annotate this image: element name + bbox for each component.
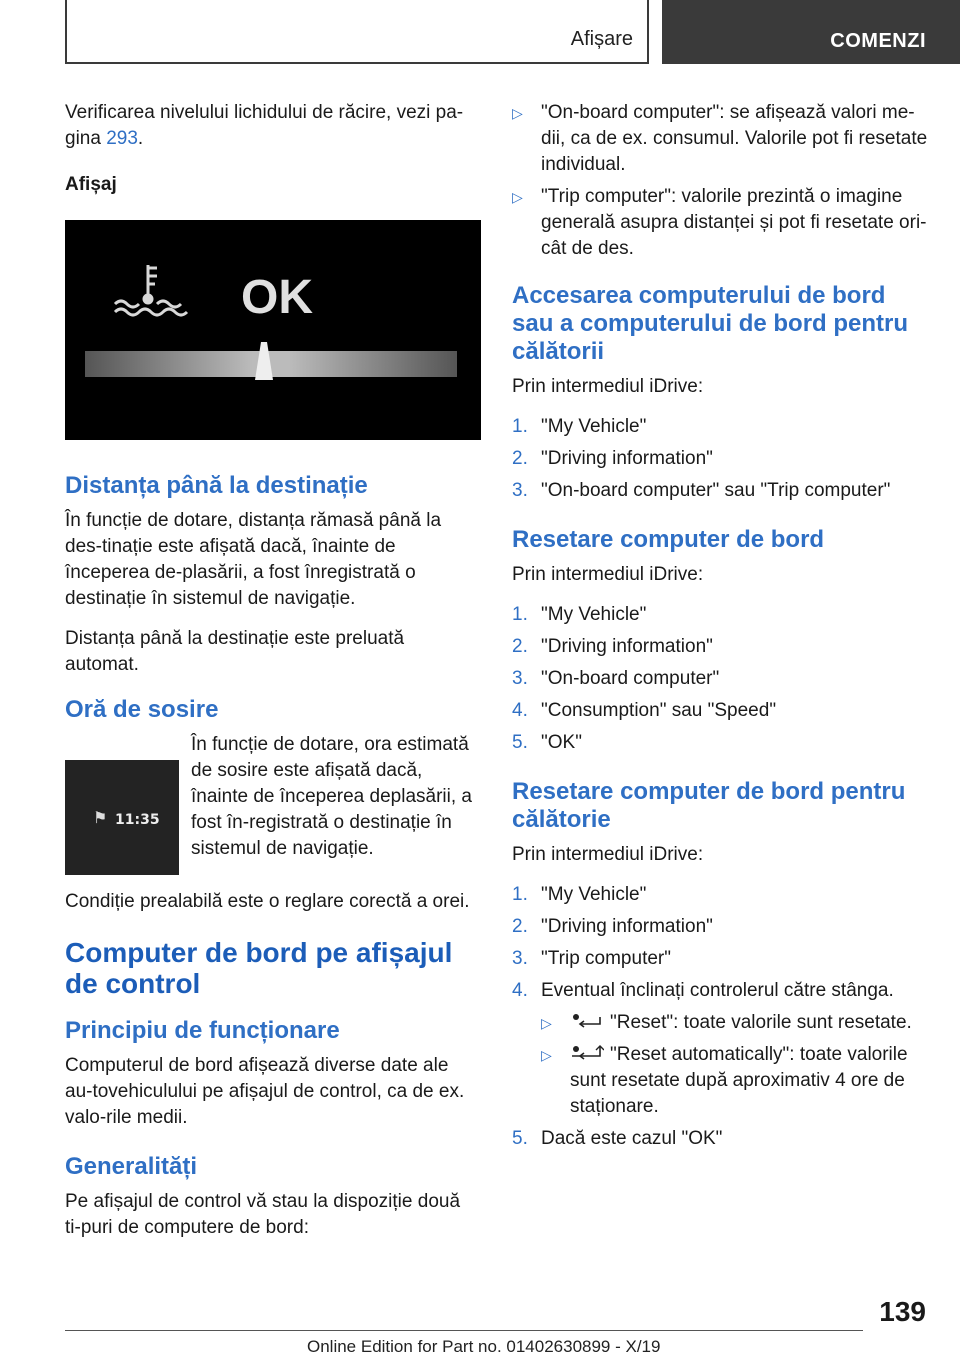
step-text: "Driving information" [541,636,713,657]
footer-divider [65,1330,863,1331]
header-section-tab [65,0,649,64]
header-chapter-tab [662,0,960,64]
general-text: Pe afișajul de control vă stau la dispoziție două ti-puri de computere de bord: [65,1191,461,1238]
footer-edition: Online Edition for Part no. 01402630899 - X/19 [307,1337,661,1356]
list-item [512,946,932,972]
arrival-title: Oră de sosire [65,696,219,723]
type-text: "Trip computer": valorile prezintă o imagine generală asupra distanței și pot fi resetate ori-cât de des. [541,186,927,259]
step-text: Eventual înclinați controlerul către stânga. [541,980,894,1001]
step-text: "Driving information" [541,916,713,937]
step-number: 5. [512,1128,528,1149]
step-number: 2. [512,636,528,657]
step-text: "My Vehicle" [541,884,647,905]
list-item [512,414,932,440]
step-text: "Driving information" [541,448,713,469]
list-item [512,1126,932,1152]
step-number: 2. [512,916,528,937]
step-number: 3. [512,668,528,689]
step-number: 1. [512,884,528,905]
list-item [512,602,932,628]
coolant-display-image [65,220,481,440]
step-number: 4. [512,700,528,721]
intro-paragraph [65,100,481,152]
computer-title: Computer de bord pe afișajul de control [65,937,453,999]
step-number: 3. [512,480,528,501]
list-item [512,634,932,660]
reset-board-title: Resetare computer de bord [512,526,825,553]
step-number: 1. [512,604,528,625]
list-item [512,1010,932,1036]
step-text: "On-board computer" [541,668,720,689]
coolant-gauge-graphic [65,220,481,440]
principle-text: Computerul de bord afișează diverse date ale au-tovehiculului pe afișajul de control, ca de ex. valo-rile medii. [65,1055,465,1128]
page-number: 139 [879,1296,926,1327]
sub-text: "Reset": toate valorile sunt resetate. [610,1012,912,1033]
step-text: "OK" [541,732,582,753]
sub-text: "Reset automatically": toate valorile sunt resetate după aproximativ 4 ore de staționare. [570,1044,908,1117]
list-item [512,184,932,262]
reset-automatically-icon [570,1044,604,1062]
list-item [512,730,932,756]
coolant-temperature-icon [115,265,187,315]
page-link[interactable]: 293 [106,128,138,149]
arrival-text: În funcție de dotare, ora estimată de sosire este afișată dacă, înainte de începerea deplasării, a fost în-registrată o destinație în sistemul de navigație. [191,734,472,859]
list-item [512,914,932,940]
ok-text: OK [241,271,313,324]
list-item [512,100,932,178]
step-text: Dacă este cazul "OK" [541,1128,723,1149]
display-heading: Afișaj [65,174,117,195]
intro-end: . [137,128,144,149]
step-number: 5. [512,732,528,753]
step-number: 2. [512,448,528,469]
intro-text: Verificarea nivelului lichidului de răcire, vezi pa-gina [65,102,464,149]
step-text: "My Vehicle" [541,416,647,437]
reset-board-intro: Prin intermediul iDrive: [512,564,704,585]
header-section-label: Afișare [570,28,633,50]
general-title: Generalități [65,1153,198,1180]
list-item [512,882,932,908]
reset-trip-intro: Prin intermediul iDrive: [512,844,704,865]
arrival-time-image [65,760,179,875]
reset-trip-title: Resetare computer de bord pentru călătorie [512,778,906,833]
reset-icon [570,1012,604,1030]
principle-title: Principiu de funcționare [65,1017,340,1044]
arrival-time-value: 11:35 [115,812,160,828]
list-item [512,446,932,472]
left-column [65,100,481,1255]
list-item [512,698,932,724]
step-number: 4. [512,980,528,1001]
triangle-bullet-icon: ▷ [512,105,523,121]
access-intro: Prin intermediul iDrive: [512,376,704,397]
triangle-bullet-icon: ▷ [541,1015,552,1031]
triangle-bullet-icon: ▷ [512,189,523,205]
step-text: "Consumption" sau "Speed" [541,700,777,721]
step-number: 1. [512,416,528,437]
flag-icon: ⚑ [93,810,108,827]
step-text: "On-board computer" sau "Trip computer" [541,480,891,501]
list-item [512,1042,932,1120]
triangle-bullet-icon: ▷ [541,1047,552,1063]
distance-p1: În funcție de dotare, distanța rămasă până la des-tinație este afișată dacă, înainte de începerea de-plasării, a fost înregistrată o destinație în sistemul de navigație. [65,510,442,609]
step-number: 3. [512,948,528,969]
step-text: "Trip computer" [541,948,671,969]
list-item [512,666,932,692]
distance-p2: Distanța până la destinație este preluată automat. [65,628,405,675]
step-text: "My Vehicle" [541,604,647,625]
type-text: "On-board computer": se afișează valori me-dii, ca de ex. consumul. Valorile pot fi resetate individual. [541,102,928,175]
distance-title: Distanța până la destinație [65,472,368,499]
access-title: Accesarea computerului de bord sau a computerului de bord pentru călătorii [512,282,909,365]
arrival-note: Condiție prealabilă este o reglare corectă a orei. [65,891,470,912]
right-column [512,100,932,1158]
list-item [512,478,932,504]
list-item [512,978,932,1004]
arrival-block [65,732,481,875]
header-chapter-label: COMENZI [830,30,926,52]
